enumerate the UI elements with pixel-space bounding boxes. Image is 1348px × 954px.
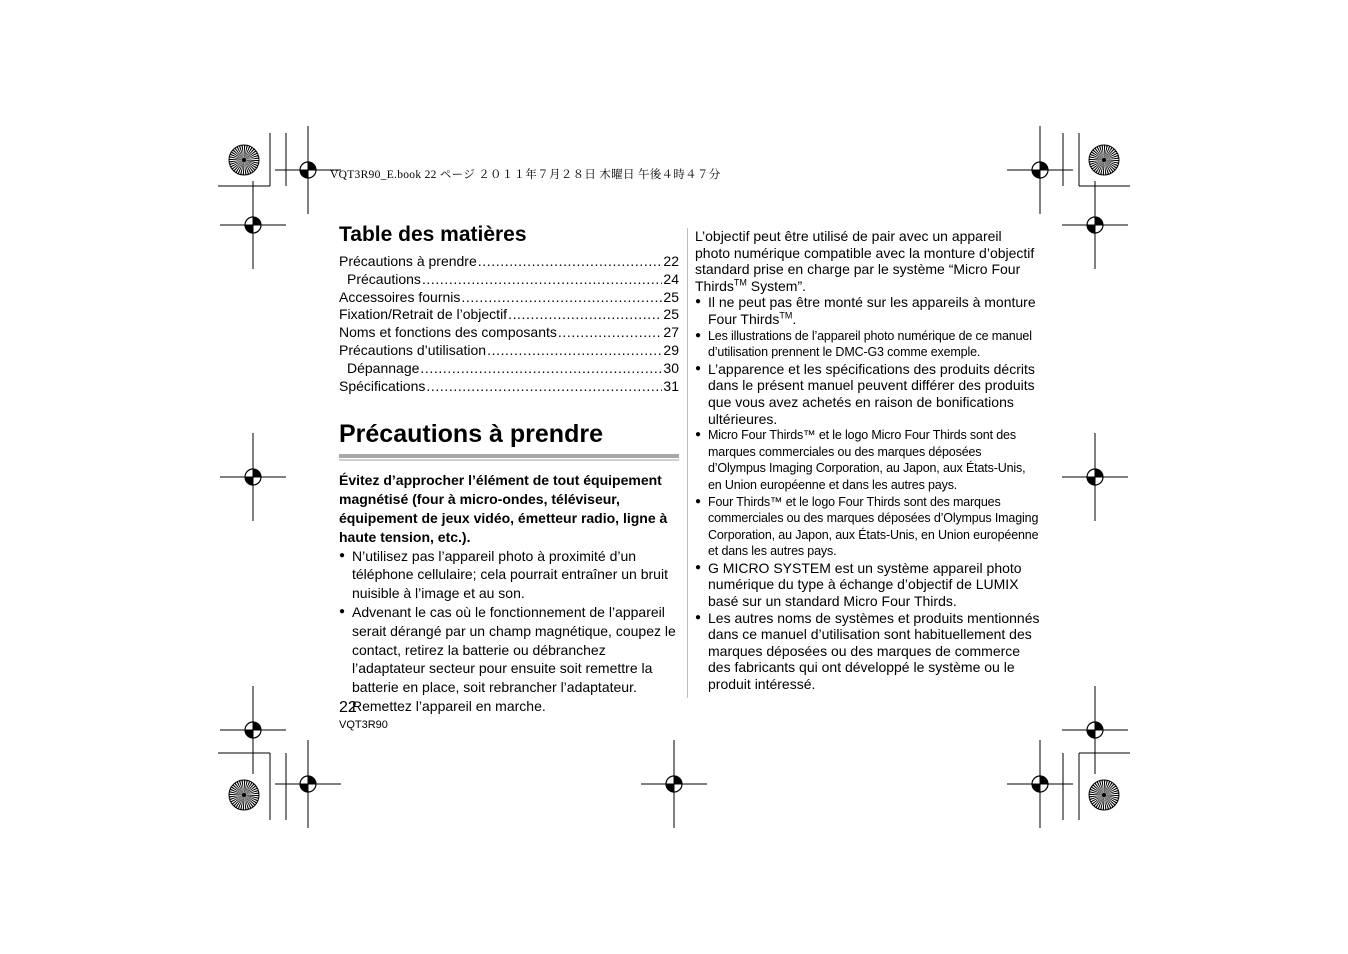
list-item: ● Les illustrations de l’appareil photo numérique de ce manuel d’utilisation prennent le DMC-G3 comme exemple. [695,328,1040,361]
toc-entry [339,253,679,271]
list-item: ● Micro Four Thirds™ et le logo Micro Four Thirds sont des marques commerciales ou des marques déposées d’Olympus Imaging Corporation, au Japon, aux États-Unis, en Union européenne et dans les autres pays. [695,427,1040,493]
toc-entry-page: 29 [663,341,679,358]
intro-paragraph [695,228,1040,294]
toc-entry [339,360,679,378]
trademark-sup: TM [779,310,793,321]
toc-entry-label: Précautions [347,270,421,287]
star-target-center [242,793,246,797]
toc-entry-page: 22 [663,253,679,269]
list-item: ● Les autres noms de systèmes et produits mentionnés dans ce manuel d’utilisation sont habituellement des marques déposées ou des marques de commerce des fabricants qui ont développé le système ou le produit intéressé. [695,610,1040,693]
list-item: ● Four Thirds™ et le logo Four Thirds sont des marques commerciales ou des marques déposées d’Olympus Imaging Corporation, au Japon, aux États-Unis, en Union européenne et dans les autres pays. [695,494,1040,560]
toc-leader-dots [478,253,663,271]
toc-entry-label: Dépannage [347,359,420,376]
toc-entry-label: Spécifications [339,377,426,394]
right-bullets [695,328,1040,693]
list-item: ● Advenant le cas où le fonctionnement de l’appareil serait dérangé par un champ magnétique, coupez le contact, retirez la batterie ou débranchez l’adaptateur secteur pour ensuite soit remettre la batterie en place, soit rebrancher l’adaptateur. Remettez l’appareil en marche. [339,603,679,716]
toc-entry [339,306,679,324]
toc-entry [339,342,679,360]
toc-entry [339,378,679,396]
star-target-center [1102,158,1106,162]
toc-entry-page: 30 [663,359,679,376]
registration-mark-quadrant [253,722,261,730]
registration-mark-quadrant [674,776,682,784]
toc-entry-label: Précautions à prendre [339,253,477,269]
list-item: ● N’utilisez pas l’appareil photo à proximité d’un téléphone cellulaire; cela pourrait entraîner un bruit nuisible à l’image et au son. [339,547,679,603]
intro-text-end: System”. [746,277,807,294]
registration-mark-quadrant [1095,469,1103,477]
registration-mark-quadrant [1095,217,1103,225]
registration-mark-quadrant [1087,225,1095,233]
intro-text: L’objectif peut être utilisé de pair avec un appareil photo numérique compatible avec la monture d’objectif standard prise en charge par le système “Micro Four Thirds [695,228,1035,294]
bullet-text-end: . [792,310,797,327]
toc-entry-label: Accessoires fournis [339,288,461,305]
toc-list [339,253,679,395]
section-title-rule [339,454,679,461]
registration-mark-quadrant [253,469,261,477]
registration-mark-quadrant [245,225,253,233]
registration-mark-quadrant [300,784,308,792]
toc-entry [339,289,679,307]
registration-mark-quadrant [1087,730,1095,738]
registration-mark-quadrant [308,162,316,170]
right-column [695,228,1040,693]
toc-entry [339,271,679,289]
toc-leader-dots [420,360,662,378]
list-item: ● G MICRO SYSTEM est un système appareil photo numérique du type à échange d’objectif de LUMIX basé sur un standard Micro Four Thirds. [695,560,1040,610]
registration-mark-quadrant [1032,170,1040,178]
trademark-sup: TM [733,277,747,288]
toc-leader-dots [461,289,662,307]
registration-mark-quadrant [308,776,316,784]
registration-mark-quadrant [300,170,308,178]
toc-entry-label: Noms et fonctions des composants [339,324,557,341]
bullet-text: Il ne peut pas être monté sur les appareils à monture Four Thirds [708,294,1036,327]
star-target-center [242,158,246,162]
section-bullets [339,547,679,716]
page-number: 22 [339,699,357,716]
toc-title: Table des matières [339,223,527,246]
registration-mark-quadrant [1040,162,1048,170]
registration-mark-quadrant [1087,477,1095,485]
toc-leader-dots [426,378,662,396]
registration-mark-quadrant [1095,722,1103,730]
registration-mark-quadrant [666,784,674,792]
toc-entry-page: 24 [663,270,679,287]
column-divider [687,228,688,698]
toc-entry-page: 31 [663,377,679,394]
toc-entry [339,324,679,342]
warning-text: Évitez d’approcher l’élément de tout équipement magnétisé (four à micro-ondes, téléviseur, équipement de jeux vidéo, émetteur radio, ligne à haute tension, etc.). [339,472,668,545]
registration-mark-quadrant [253,217,261,225]
toc-leader-dots [422,271,662,289]
toc-entry-page: 25 [663,288,679,305]
registration-mark-quadrant [1032,784,1040,792]
toc-leader-dots [508,306,662,324]
star-target-center [1102,793,1106,797]
registration-mark-quadrant [1040,776,1048,784]
left-column [339,222,679,716]
list-item [695,294,1040,327]
toc-entry-label: Précautions d’utilisation [339,341,487,358]
toc-entry-page: 27 [663,324,679,341]
registration-mark-quadrant [245,730,253,738]
section-title: Précautions à prendre [339,420,603,449]
list-item: ● L’apparence et les spécifications des produits décrits dans le présent manuel peuvent différer des produits que vous avez achetés en raison de bonifications ultérieures. [695,361,1040,427]
toc-leader-dots [487,342,662,360]
toc-entry-label: Fixation/Retrait de l’objectif [339,306,508,323]
registration-mark-quadrant [245,477,253,485]
print-header-slug: VQT3R90_E.book 22 ページ ２０１１年７月２８日 木曜日 午後４時４７分 [330,169,721,181]
model-code: VQT3R90 [339,719,388,731]
toc-leader-dots [558,324,663,342]
toc-entry-page: 25 [663,306,679,323]
